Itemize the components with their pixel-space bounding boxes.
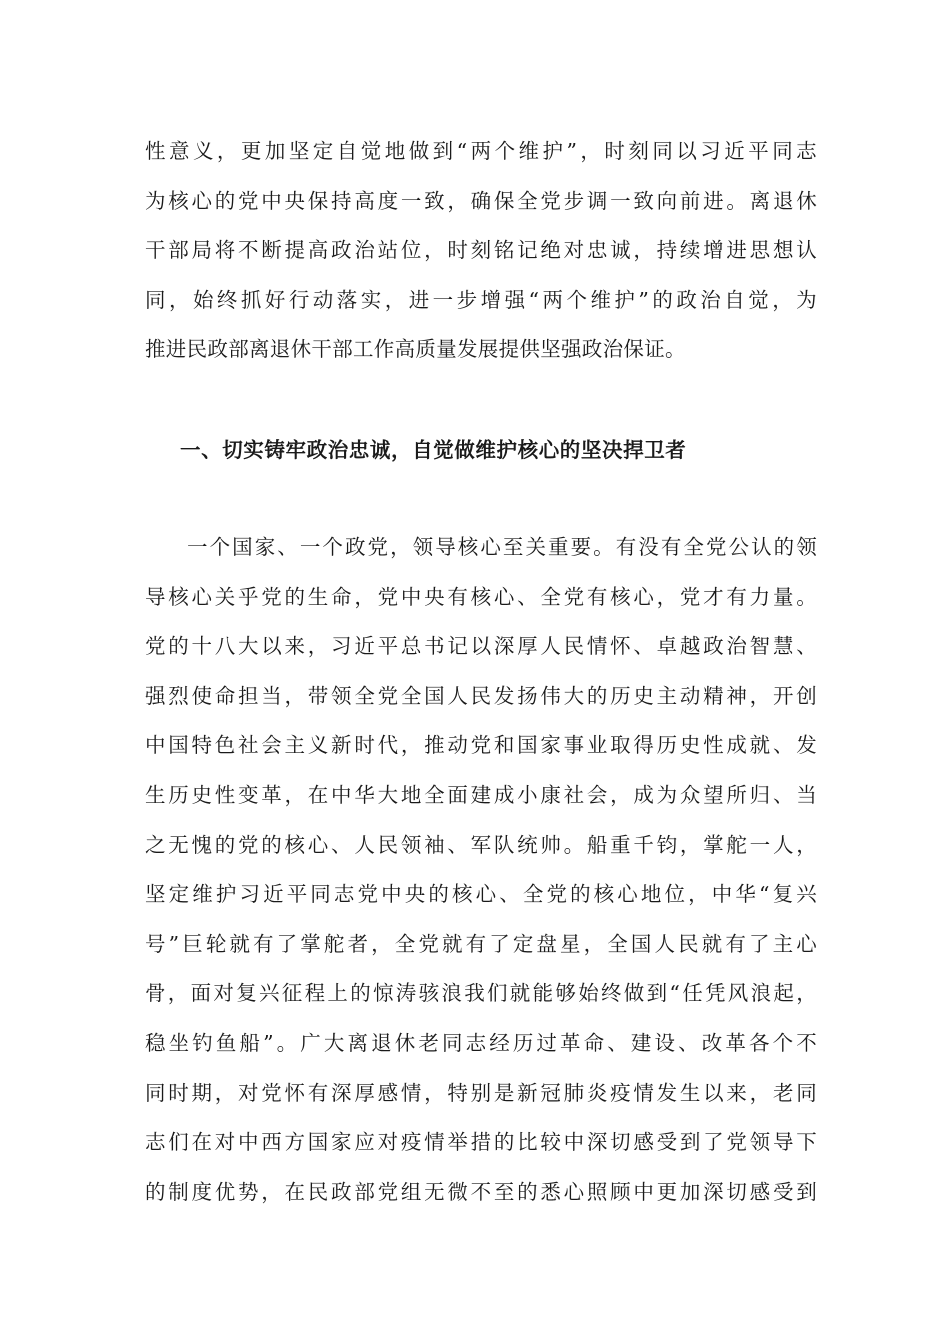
section-heading-text: 一、切实铸牢政治忠诚，自觉做维护核心的坚决捍卫者 <box>180 438 687 462</box>
paragraph-line: 的制度优势，在民政部党组无微不至的悉心照顾中更加深切感受到 <box>145 1179 817 1204</box>
paragraph-line: 骨，面对复兴征程上的惊涛骇浪我们就能够始终做到“任凭风浪起， <box>145 981 817 1006</box>
paragraph-line: 同，始终抓好行动落实，进一步增强“两个维护”的政治自觉，为 <box>145 287 817 312</box>
paragraph-line: 稳坐钓鱼船”。广大离退休老同志经历过革命、建设、改革各个不 <box>145 1030 817 1055</box>
paragraph-line: 之无愧的党的核心、人民领袖、军队统帅。船重千钧，掌舵一人， <box>145 832 817 857</box>
paragraph-line: 党的十八大以来，习近平总书记以深厚人民情怀、卓越政治智慧、 <box>145 634 817 659</box>
paragraph-1 <box>145 127 817 375</box>
paragraph-line: 号”巨轮就有了掌舵者，全党就有了定盘星，全国人民就有了主心 <box>145 931 817 956</box>
section-heading <box>180 426 780 476</box>
paragraph-line: 性意义，更加坚定自觉地做到“两个维护”，时刻同以习近平同志 <box>145 139 817 163</box>
paragraph-line: 导核心关乎党的生命，党中央有核心、全党有核心，党才有力量。 <box>145 584 817 609</box>
paragraph-line: 坚定维护习近平同志党中央的核心、全党的核心地位，中华“复兴 <box>145 882 817 907</box>
paragraph-line: 为核心的党中央保持高度一致，确保全党步调一致向前进。离退休 <box>145 188 817 213</box>
paragraph-line: 干部局将不断提高政治站位，时刻铭记绝对忠诚，持续增进思想认 <box>145 238 817 263</box>
paragraph-line: 志们在对中西方国家应对疫情举措的比较中深切感受到了党领导下 <box>145 1130 817 1155</box>
paragraph-line: 推进民政部离退休干部工作高质量发展提供坚强政治保证。 <box>145 337 686 362</box>
paragraph-line: 生历史性变革，在中华大地全面建成小康社会，成为众望所归、当 <box>145 782 817 807</box>
paragraph-line: 一个国家、一个政党，领导核心至关重要。有没有全党公认的领 <box>187 535 817 559</box>
paragraph-line: 中国特色社会主义新时代，推动党和国家事业取得历史性成就、发 <box>145 733 817 758</box>
paragraph-line: 强烈使命担当，带领全党全国人民发扬伟大的历史主动精神，开创 <box>145 683 817 708</box>
paragraph-2 <box>145 523 817 1217</box>
paragraph-line: 同时期，对党怀有深厚感情，特别是新冠肺炎疫情发生以来，老同 <box>145 1080 817 1105</box>
